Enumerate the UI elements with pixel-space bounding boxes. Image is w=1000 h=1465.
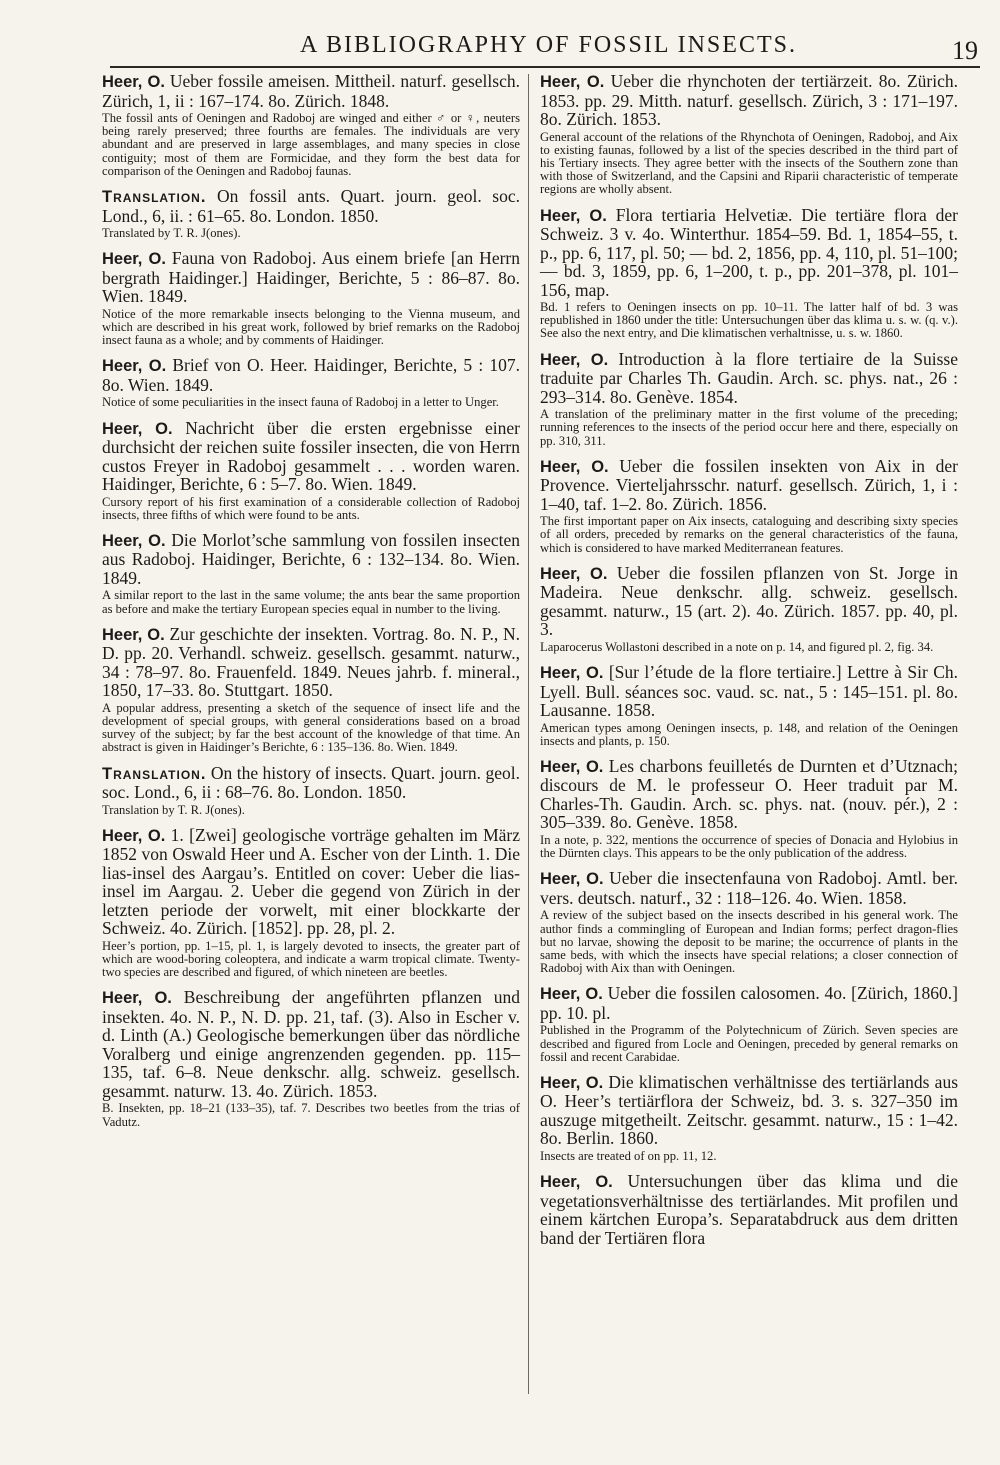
entry-citation	[102, 72, 520, 110]
entry-citation	[102, 187, 520, 225]
entry-text: Ueber die fossilen insekten von Aix in der Provence. Vierteljahrsschr. naturf. gesellsch. Zürich, 1, i : 1–40, taf. 1–2. 8o. Zürich. 1856.	[540, 455, 958, 514]
entry-citation	[102, 988, 520, 1100]
entry-text: Ueber die fossilen calosomen. 4o. [Zürich, 1860.] pp. 10. pl.	[540, 983, 958, 1023]
entry-text: Ueber die rhynchoten der tertiärzeit. 8o. Zürich. 1853. pp. 29. Mitth. naturf. gesellsch. Zürich, 3 : 171–197. 8o. Zürich. 1853.	[540, 71, 958, 129]
entry-citation	[540, 869, 958, 907]
entry-note: The first important paper on Aix insects, cataloguing and describing sixty species of all orders, preceded by remarks on the general characteristics of the fauna, which is considered to have marked Mediterranean features.	[540, 514, 958, 555]
entry-note: The fossil ants of Oeningen and Radoboj are winged and either ♂ or ♀, neuters being rarely preserved; three fourths are females. The individuals are very abundant and are preserved in large assemblages, and many species in close contiguity; most of them are Formicidae, and they form the best data for comparison of the Oeningen and Radoboj faunas.	[102, 111, 520, 178]
entry-text: Flora tertiaria Helvetiæ. Die tertiäre flora der Schweiz. 3 v. 4o. Winterthur. 1854–59. Bd. 1, 1854–55, t. p., pp. 6, 117, pl. 50; — bd. 2, 1856, pp. 4, 110, pl. 51–100; — bd. 3, 1859, pp. 6, 1–200, t. p., pp. 201–378, pl. 101–156, map.	[540, 204, 959, 300]
entry-note: A translation of the preliminary matter in the first volume of the preceding; running references to the insects of the period occur here and there, especially on pp. 310, 311.	[540, 407, 958, 448]
bibliography-entry	[102, 531, 520, 616]
bibliography-entry	[102, 356, 520, 409]
entry-note: Heer’s portion, pp. 1–15, pl. 1, is largely devoted to insects, the greater part of which are wood-boring coleoptera, and indicate a warm tropical climate. Twenty-two species are described and figured, of which nineteen are beetles.	[102, 938, 520, 980]
entry-author: Heer, O.	[540, 73, 605, 91]
entry-author: Heer, O.	[540, 870, 604, 889]
entry-author: Heer, O.	[540, 985, 603, 1004]
bibliography-entry	[102, 419, 520, 522]
bibliography-entry	[102, 988, 520, 1128]
entry-note: Insects are treated of on pp. 11, 12.	[540, 1148, 717, 1163]
bibliography-entry	[102, 826, 520, 980]
entry-author: Heer, O.	[540, 206, 607, 225]
entry-author: Heer, O.	[102, 531, 166, 550]
entry-text: On fossil ants. Quart. journ. geol. soc. Lond., 6, ii. : 61–65. 8o. London. 1850.	[102, 186, 520, 226]
entry-author: Heer, O.	[102, 73, 165, 91]
header-rule	[110, 66, 980, 68]
entry-note: In a note, p. 322, mentions the occurrence of species of Donacia and Hylobius in the Dürnten clays. This appears to be the only publication of the address.	[540, 832, 958, 861]
entry-text: Introduction à la flore tertiaire de la Suisse traduite par Charles Th. Gaudin. Arch. sc. phys. nat., 26 : 293–314. 8o. Genève. 1854.	[540, 348, 959, 407]
entry-note: A similar report to the last in the same volume; the ants bear the same proportion as before and make the tertiary European species equal in number to the living.	[102, 588, 520, 616]
bibliography-entry	[540, 984, 958, 1064]
entry-text: Ueber die insectenfauna von Radoboj. Amtl. ber. vers. deutsch. naturf., 32 : 118–126. 4o. Wien. 1858.	[540, 868, 958, 908]
bibliography-entry	[540, 72, 958, 197]
entry-text: Ueber fossile ameisen. Mittheil. naturf. gesellsch. Zürich, 1, ii : 167–174. 8o. Zürich. 1848.	[102, 71, 520, 111]
bibliography-entry	[102, 187, 520, 240]
bibliography-entry	[540, 869, 958, 975]
entry-author: Heer, O.	[540, 757, 604, 776]
entry-text: Die Morlot’sche sammlung von fossilen insecten aus Radoboj. Haidinger, Berichte, 6 : 132–134. 8o. Wien. 1849.	[102, 529, 521, 588]
entry-note: Translation by T. R. J(ones).	[102, 802, 245, 817]
right-column	[540, 72, 958, 1256]
entry-note: B. Insekten, pp. 18–21 (133–35), taf. 7. Describes two beetles from the trias of Vadutz.	[102, 1101, 520, 1129]
entry-author: Heer, O.	[102, 419, 173, 438]
entry-citation	[102, 356, 520, 394]
entry-citation	[540, 984, 958, 1022]
left-column	[102, 72, 520, 1138]
entry-text: Untersuchungen über das klima und die vegetationsverhältnisse des tertiärlandes. Mit profilen und einem kärtchen Europa’s. Separatabdruck aus dem dritten band der Tertiären flora	[540, 1171, 958, 1248]
entry-citation	[540, 457, 958, 514]
entry-citation	[540, 206, 958, 300]
entry-citation	[540, 663, 958, 720]
entry-author: Heer, O.	[102, 250, 166, 269]
entry-text: Nachricht über die ersten ergebnisse einer durchsicht der reichen suite fossiler insecten, die von Herrn custos Freyer in Radoboj gesammelt . . . worden waren. Haidinger, Berichte, 6 : 5–7. 8o. Wien. 1849.	[102, 417, 521, 495]
entry-author: Heer, O.	[102, 357, 167, 376]
bibliography-entry	[540, 757, 958, 860]
entry-author: Heer, O.	[540, 1073, 604, 1092]
bibliography-entry	[540, 1172, 958, 1247]
entry-note: A review of the subject based on the insects described in his general work. The author finds a commingling of European and Indian forms; perfect dragon-flies but no larvae, showing the deposit to be marine; the occurrence of plants in the same beds, with which the insects have special relations; a closer connection of Radoboj with Aix than with Oeningen.	[540, 908, 958, 976]
entry-citation	[102, 625, 520, 700]
entry-text: Zur geschichte der insekten. Vortrag. 8o. N. P., N. D. pp. 20. Verhandl. schweiz. gesellsch. gesammt. naturw., 34 : 78–97. 8o. Frauenfeld. 1849. Neues jahrb. f. mineral., 1850, 17–33. 8o. Stuttgart. 1850.	[102, 623, 520, 701]
bibliography-entry	[102, 249, 520, 347]
running-title: A BIBLIOGRAPHY OF FOSSIL INSECTS.	[300, 32, 797, 58]
entry-citation	[540, 1172, 958, 1247]
entry-citation	[102, 764, 520, 802]
entry-text: On the history of insects. Quart. journ. geol. soc. Lond., 6, ii : 68–76. 8o. London. 1850.	[102, 762, 520, 803]
page-number: 19	[952, 36, 978, 65]
entry-author: Heer, O.	[102, 625, 165, 644]
bibliography-entry	[540, 1073, 958, 1163]
entry-author: Heer, O.	[540, 564, 608, 583]
entry-citation	[540, 1073, 958, 1148]
entry-text: Les charbons feuilletés de Durnten et d’Utznach; discours de M. le professeur O. Heer traduit par M. Charles-Th. Gaudin. Arch. sc. phys. nat. (nouv. pér.), 2 : 305–339. 8o. Genève. 1858.	[540, 755, 958, 833]
bibliography-entry	[540, 564, 958, 654]
bibliography-entry	[102, 625, 520, 755]
entry-note: Notice of the more remarkable insects belonging to the Vienna museum, and which are described in his great work, followed by brief remarks on the Radoboj insect fauna as a whole; and by comments of Haidinger.	[102, 306, 520, 348]
entry-citation	[102, 531, 520, 588]
entry-author: Heer, O.	[540, 1173, 613, 1192]
bibliography-entry	[540, 206, 958, 341]
entry-note: Notice of some peculiarities in the insect fauna of Radoboj in a letter to Unger.	[102, 395, 499, 410]
entry-note: Laparocerus Wollastoni described in a note on p. 14, and figured pl. 2, fig. 34.	[540, 639, 934, 654]
entry-author: Heer, O.	[102, 826, 166, 845]
entry-note: Translated by T. R. J(ones).	[102, 226, 241, 241]
column-divider	[528, 74, 529, 1394]
entry-author: Heer, O.	[540, 664, 604, 683]
page-header	[110, 32, 980, 68]
entry-citation	[540, 350, 958, 407]
entry-note: General account of the relations of the Rhynchota of Oeningen, Radoboj, and Aix to existing faunas, followed by a list of the species described in the third part of his Tertiary insects. They agree better with the insects of the Southern zone than with those of Switzerland, and the Capsini and Riparii characteristic of temperate regions are wholly absent.	[540, 129, 958, 197]
bibliography-entry	[540, 457, 958, 555]
entry-citation	[102, 419, 520, 494]
entry-text: Beschreibung der angeführten pflanzen und insekten. 4o. N. P., N. D. pp. 21, taf. (3). Also in Escher v. d. Linth (A.) Geologische bemerkungen über das nördliche Voralberg und einige angrenzenden gegenden. pp. 115–135, taf. 6–8. Neue denkschr. allg. schweiz. gesellsch. gesammt. naturw. 13. 4o. Zürich. 1853.	[102, 987, 521, 1101]
entry-author: Heer, O.	[540, 457, 609, 476]
bibliography-entry	[102, 72, 520, 178]
bibliography-entry	[102, 764, 520, 817]
entry-note: A popular address, presenting a sketch of the sequence of insect life and the development of special groups, with general considerations based on a broad survey of the subject; by far the best account of the knowledge of that time. An abstract is given in Haidinger’s Berichte, 6 : 135–136. 8o. Wien. 1849.	[102, 700, 520, 755]
entry-text: Die klimatischen verhältnisse des tertiärlands aus O. Heer’s tertiärflora der Schweiz, bd. 3. s. 327–350 im auszuge mitgetheilt. Zeitschr. gesammt. naturw., 15 : 1–42. 8o. Berlin. 1860.	[540, 1071, 958, 1149]
entry-text: Fauna von Radoboj. Aus einem briefe [an Herrn bergrath Haidinger.] Haidinger, Berichte, 5 : 86–87. 8o. Wien. 1849.	[102, 248, 520, 307]
bibliography-entry	[540, 663, 958, 748]
entry-note: Published in the Programm of the Polytechnicum of Zürich. Seven species are described and figured from Locle and Oeningen, preceded by general remarks on fossil and recent Carabidae.	[540, 1023, 958, 1064]
entry-author: Translation.	[102, 188, 207, 207]
entry-text: [Sur l’étude de la flore tertiaire.] Lettre à Sir Ch. Lyell. Bull. séances soc. vaud. sc. nat., 5 : 145–151. pl. 8o. Lausanne. 1858.	[540, 662, 958, 721]
entry-citation	[540, 757, 958, 832]
entry-text: Ueber die fossilen pflanzen von St. Jorge in Madeira. Neue denkschr. allg. schweiz. gesellsch. gesammt. naturw., 15 (art. 2). 4o. Zürich. 1857. pp. 40, pl. 3.	[540, 562, 959, 640]
entry-citation	[102, 826, 520, 938]
entry-text: 1. [Zwei] geologische vorträge gehalten im März 1852 von Oswald Heer und A. Escher von der Linth. 1. Die lias-insel des Aargau’s. Entitled on cover: Ueber die lias-insel im Aargau. 2. Ueber die gegend von Zürich in der letzten periode der vorwelt, mit einer blockkarte der Schweiz. 4o. Zürich. [1852]. pp. 28, pl. 2.	[102, 824, 520, 939]
entry-note: American types among Oeningen insects, p. 148, and relation of the Oeningen insects and plants, p. 150.	[540, 720, 958, 748]
entry-text: Brief von O. Heer. Haidinger, Berichte, 5 : 107. 8o. Wien. 1849.	[102, 355, 521, 395]
entry-citation	[540, 72, 958, 129]
entry-citation	[102, 249, 520, 306]
entry-author: Heer, O.	[540, 350, 609, 369]
entry-author: Heer, O.	[102, 989, 172, 1008]
entry-note: Bd. 1 refers to Oeningen insects on pp. 10–11. The latter half of bd. 3 was republished in 1860 under the title: Untersuchungen über das klima u. s. w. (q. v.). See also the next entry, and Die klimatischen verhaltnisse, u. s. w. 1860.	[540, 300, 958, 341]
entry-note: Cursory report of his first examination of a considerable collection of Radoboj insects, three fifths of which were found to be ants.	[102, 494, 520, 522]
bibliography-entry	[540, 350, 958, 448]
entry-citation	[540, 564, 958, 639]
entry-author: Translation.	[102, 764, 207, 783]
